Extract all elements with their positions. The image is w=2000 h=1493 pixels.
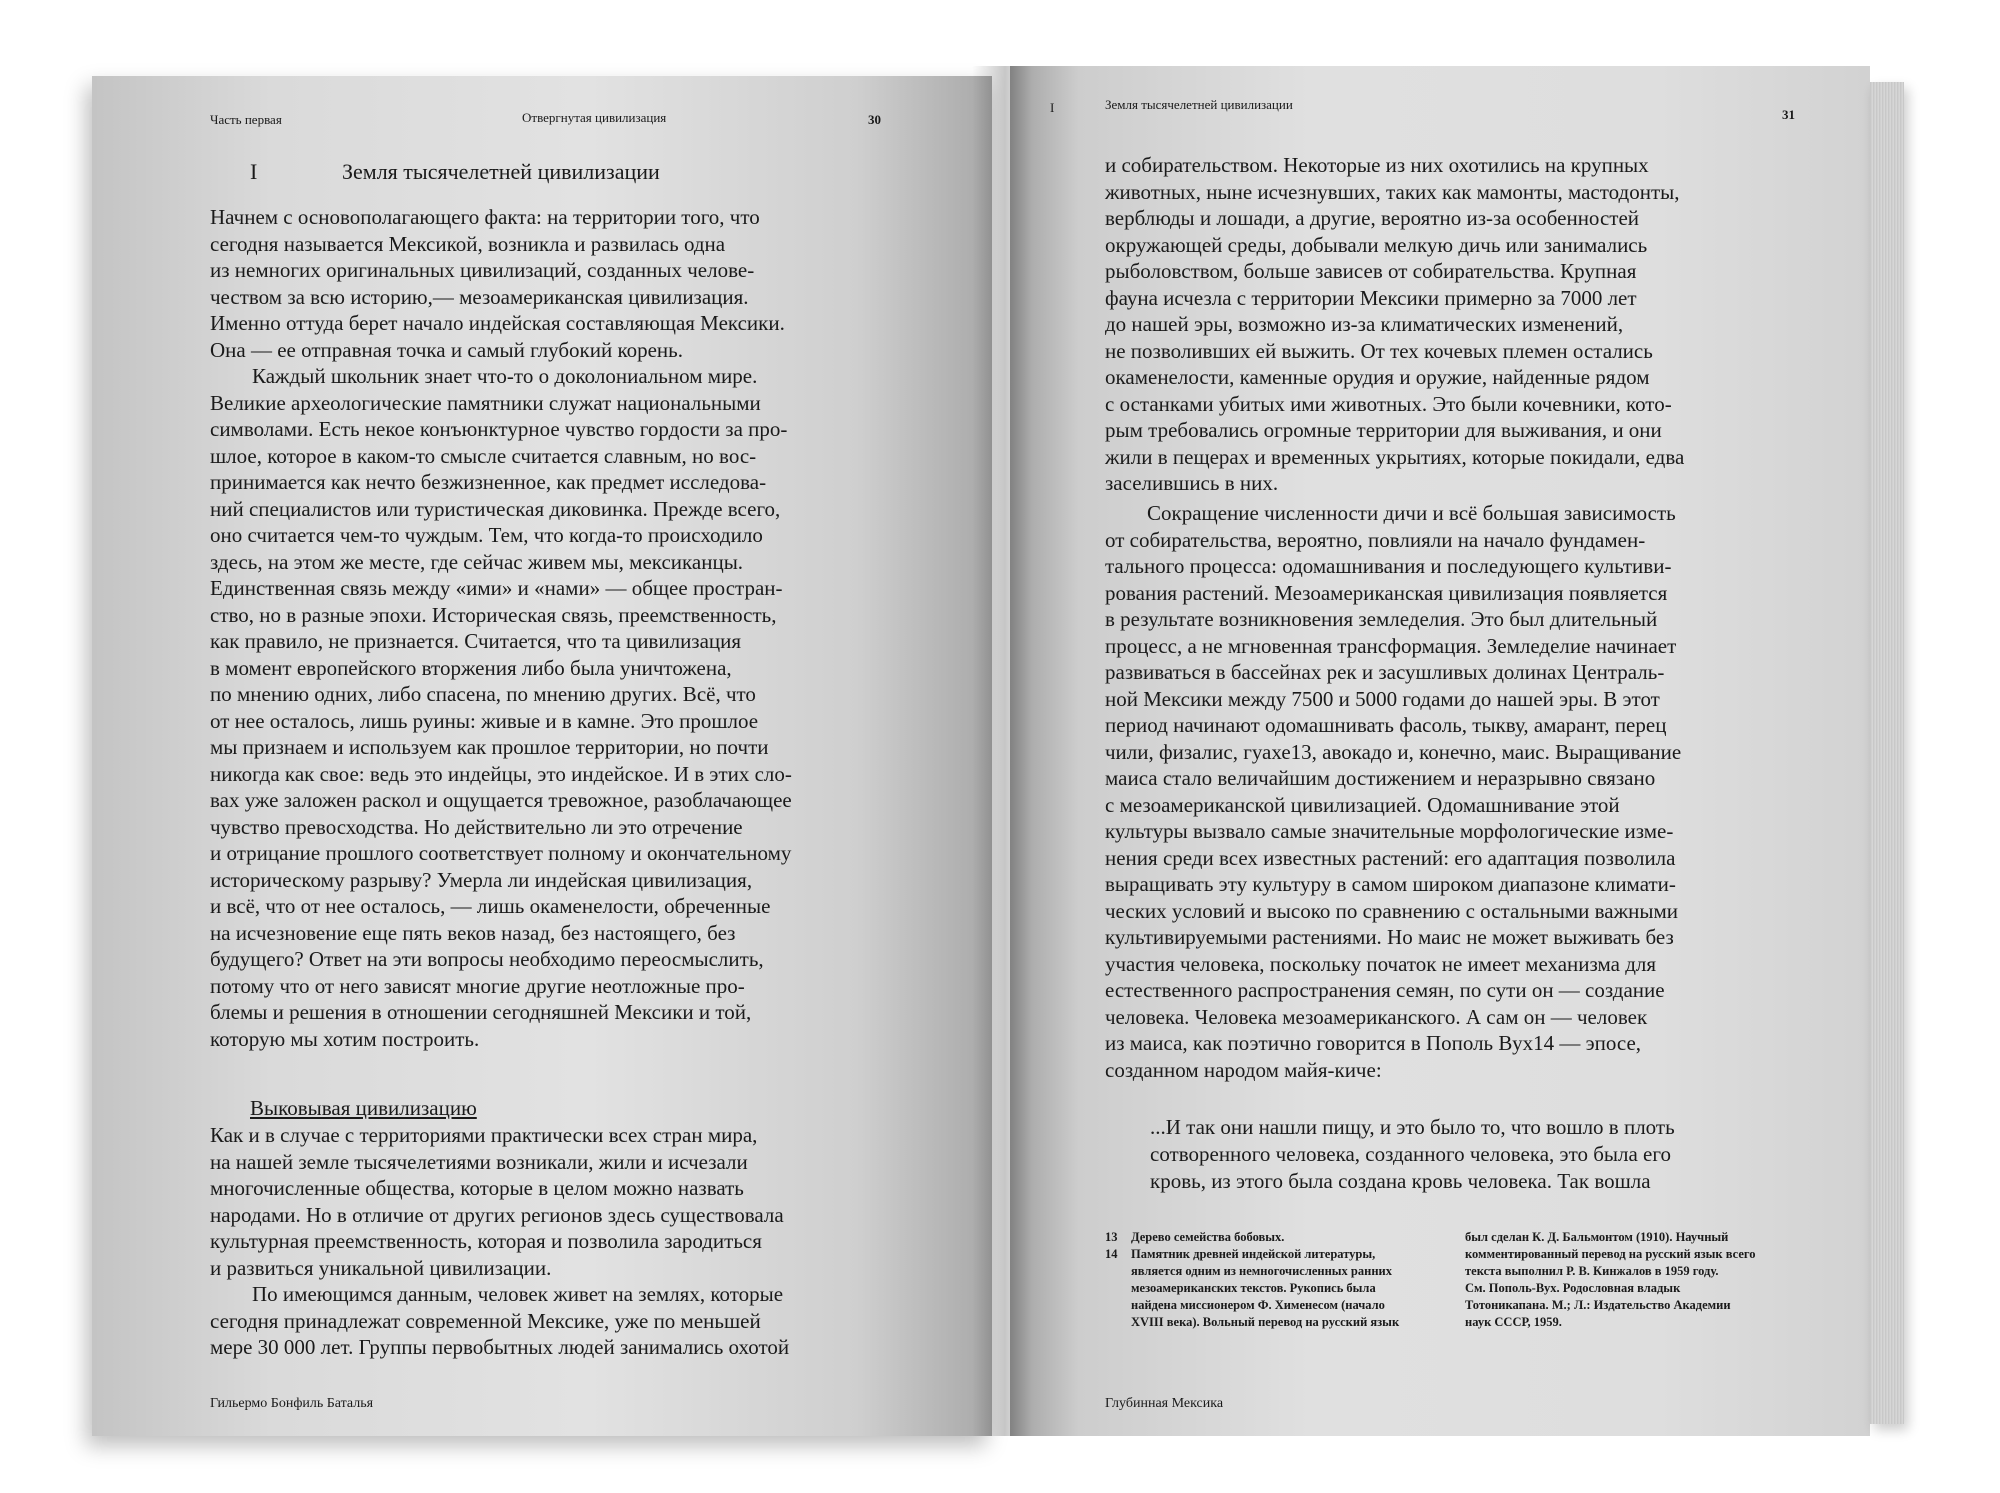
text-line: Сокращение численности дичи и всё большая зависимость: [1147, 501, 1676, 525]
text-line: сегодня принадлежат современной Мексике, уже по меньшей: [210, 1308, 761, 1333]
text-line: здесь, на этом же месте, где сейчас живем мы, мексиканцы.: [210, 549, 744, 574]
page-footer: Глубинная Мексика: [1105, 1396, 1224, 1411]
text-line: как правило, не признается. Считается, что та цивилизация: [210, 629, 742, 653]
footnotes-right-column: [1465, 1229, 1756, 1331]
running-head-title: Отвергнутая цивилизация: [522, 110, 667, 125]
text-line: животных, ныне исчезнувших, таких как мамонты, мастодонты,: [1105, 179, 1680, 204]
text-line: Каждый школьник знает что-то о доколониальном мире.: [252, 364, 758, 388]
text-line: окружающей среды, добывали мелкую дичь или занимались: [1105, 232, 1648, 257]
text-line: естественного распространения семян, по сути он — создание: [1105, 978, 1665, 1002]
text-line: развиваться в бассейнах рек и засушливых долинах Централь-: [1105, 660, 1665, 684]
text-line: культивируемыми растениями. Но маис не может выживать без: [1105, 925, 1674, 949]
text-line: многочисленные общества, которые в целом можно назвать: [210, 1176, 744, 1200]
text-line: ний специалистов или туристическая диковинка. Прежде всего,: [210, 496, 781, 521]
text-line: нения среди всех известных растений: его адаптация позволила: [1105, 845, 1676, 870]
text-line: ной Мексики между 7500 и 5000 годами до нашей эры. В этот: [1105, 686, 1660, 711]
text-line: шлое, которое в каком-то смысле считается славным, но вос-: [210, 443, 757, 468]
running-head-chapter-number: I: [1050, 100, 1055, 115]
text-line: рыболовством, больше зависев от собирательства. Крупная: [1105, 259, 1637, 283]
text-line: до нашей эры, возможно из-за климатических изменений,: [1105, 312, 1624, 336]
text-line: период начинают одомашнивать фасоль, тыкву, амарант, перец: [1105, 713, 1667, 737]
running-head-part: Часть первая: [210, 112, 282, 127]
text-line: в момент европейского вторжения либо была уничтожена,: [210, 655, 732, 680]
paragraph-2: [210, 363, 792, 1052]
text-line: не позволивших ей выжить. От тех кочевых племен остались: [1105, 338, 1653, 363]
text-line: от нее осталось, лишь руины: живые и в камне. Это прошлое: [210, 708, 759, 733]
footnote-line: См. Пополь-Вух. Родословная владык: [1465, 1281, 1681, 1295]
text-line: сегодня называется Мексикой, возникла и развилась одна: [210, 231, 726, 256]
page-edges: [1870, 82, 1904, 1424]
quote-line: ...И так они нашли пищу, и это было то, что вошло в плоть: [1150, 1115, 1675, 1139]
text-line: фауна исчезла с территории Мексики примерно за 7000 лет: [1105, 285, 1637, 310]
text-line: и собирательством. Некоторые из них охотились на крупных: [1105, 153, 1649, 177]
page-number: 31: [1782, 107, 1795, 122]
text-line: Именно оттуда берет начало индейская составляющая Мексики.: [210, 311, 785, 335]
text-line: участия человека, поскольку початок не имеет механизма для: [1105, 951, 1657, 976]
text-line: верблюды и лошади, а другие, вероятно из-за особенностей: [1105, 206, 1640, 230]
text-line: окаменелости, каменные орудия и оружие, найденные рядом: [1105, 365, 1650, 389]
footnote-number: [1105, 1263, 1131, 1280]
text-line: чувство превосходства. Но действительно ли это отречение: [210, 814, 743, 839]
footnote-line: текста выполнил Р. В. Кинжалов в 1959 году.: [1465, 1264, 1719, 1278]
text-line: жили в пещерах и временных укрытиях, которые покидали, едва: [1105, 444, 1685, 469]
text-line: с останками убитых ими животных. Это были кочевники, кото-: [1105, 391, 1672, 416]
text-line: историческому разрыву? Умерла ли индейская цивилизация,: [210, 867, 753, 892]
text-line: мы признаем и используем как прошлое территории, но почти: [210, 735, 769, 759]
text-line: человека. Человека мезоамериканского. А сам он — человек: [1105, 1004, 1648, 1029]
text-line: из маиса, как поэтично говорится в Пополь Вух14 — эпосе,: [1105, 1031, 1642, 1055]
text-line: По имеющимся данным, человек живет на землях, которые: [252, 1282, 784, 1306]
text-line: символами. Есть некое конъюнктурное чувство гордости за про-: [210, 417, 788, 441]
footnote-line: комментированный перевод на русский язык всего: [1465, 1247, 1756, 1261]
paragraph-3: [210, 1122, 784, 1281]
text-line: блемы и решения в отношении сегодняшней Мексики и той,: [210, 1000, 752, 1024]
text-line: принимается как нечто безжизненное, как предмет исследова-: [210, 470, 767, 494]
spine-gutter: [972, 66, 1032, 1436]
subheading: Выковывая цивилизацию: [250, 1096, 477, 1120]
text-line: чеством за всю историю,— мезоамериканская цивилизация.: [210, 284, 749, 309]
footnote-text: является одним из немногочисленных ранних: [1131, 1264, 1392, 1278]
footnote-number: 14: [1105, 1247, 1118, 1261]
chapter-number: I: [250, 159, 258, 184]
footnote-line: был сделан К. Д. Бальмонтом (1910). Научный: [1465, 1230, 1729, 1244]
text-line: мере 30 000 лет. Группы первобытных людей занимались охотой: [210, 1335, 790, 1359]
text-line: которую мы хотим построить.: [210, 1026, 480, 1051]
text-line: никогда как свое: ведь это индейцы, это индейское. И в этих сло-: [210, 761, 792, 786]
paragraph-1: [1105, 152, 1684, 497]
text-line: будущего? Ответ на эти вопросы необходимо переосмыслить,: [210, 947, 764, 971]
epic-quote: [1150, 1114, 1675, 1195]
text-line: ческих условий и высоко по сравнению с остальными важными: [1105, 898, 1678, 923]
text-line: Как и в случае с территориями практически всех стран мира,: [210, 1123, 758, 1147]
text-line: по мнению одних, либо спасена, по мнению других. Всё, что: [210, 682, 756, 706]
paragraph-4: [210, 1281, 789, 1361]
text-line: и всё, что от нее осталось, — лишь окаменелости, обреченные: [210, 894, 771, 918]
paragraph-2: [1105, 500, 1681, 1083]
page-number: 30: [868, 112, 881, 127]
footnote-line: Тотоникапана. М.; Л.: Издательство Академии: [1465, 1298, 1731, 1312]
footnote-text: найдена миссионером Ф. Хименесом (начало: [1131, 1298, 1385, 1312]
quote-line: кровь, из этого была создана кровь человека. Так вошла: [1150, 1169, 1651, 1193]
footnote-text: Памятник древней индейской литературы,: [1131, 1247, 1376, 1261]
text-line: Единственная связь между «ими» и «нами» — общее простран-: [210, 576, 783, 600]
footnotes-left-column: [1105, 1229, 1399, 1331]
text-line: оно считается чем-то чуждым. Тем, что когда-то происходило: [210, 523, 763, 547]
text-line: чили, физалис, гуахе13, авокадо и, конечно, маис. Выращивание: [1105, 739, 1682, 764]
footnote-text: мезоамериканских текстов. Рукопись была: [1131, 1281, 1376, 1295]
text-line: маиса стало величайшим достижением и неразрывно связано: [1105, 766, 1656, 790]
footnote-number: [1105, 1297, 1131, 1314]
text-line: в результате возникновения земледелия. Это был длительный: [1105, 607, 1658, 631]
text-line: Она — ее отправная точка и самый глубокий корень.: [210, 337, 683, 362]
footnote-text: Дерево семейства бобовых.: [1131, 1230, 1285, 1244]
footnote-line: наук СССР, 1959.: [1465, 1315, 1562, 1329]
text-line: рования растений. Мезоамериканская цивилизация появляется: [1105, 580, 1668, 605]
footnote-text: XVIII века). Вольный перевод на русский язык: [1131, 1315, 1400, 1329]
footnote-number: [1105, 1314, 1131, 1331]
text-line: культурная преемственность, которая и позволила зародиться: [210, 1229, 762, 1253]
text-line: созданном народом майя-киче:: [1105, 1057, 1382, 1082]
text-line: Великие археологические памятники служат национальными: [210, 390, 761, 415]
text-line: от собирательства, вероятно, повлияли на начало фундамен-: [1105, 527, 1646, 552]
text-line: ство, но в разные эпохи. Историческая связь, преемственность,: [210, 602, 777, 627]
paragraph-1: [210, 204, 785, 363]
text-line: из немногих оригинальных цивилизаций, созданных челове-: [210, 258, 755, 282]
text-line: культуры вызвало самые значительные морфологические изме-: [1105, 819, 1674, 843]
text-line: вах уже заложен раскол и ощущается тревожное, разоблачающее: [210, 788, 792, 812]
footnote-number: [1105, 1280, 1131, 1297]
text-line: выращивать эту культуру в самом широком диапазоне климати-: [1105, 872, 1676, 896]
quote-line: сотворенного человека, созданного человека, это была его: [1150, 1142, 1671, 1166]
book-spread: [92, 66, 1972, 1436]
text-line: потому что от него зависят многие другие неотложные про-: [210, 973, 745, 998]
text-line: процесс, а не мгновенная трансформация. Земледелие начинает: [1105, 633, 1677, 658]
footnote-number: 13: [1105, 1230, 1118, 1244]
text-line: и отрицание прошлого соответствует полному и окончательному: [210, 841, 792, 865]
chapter-title: Земля тысячелетней цивилизации: [342, 159, 660, 184]
text-line: на нашей земле тысячелетиями возникали, жили и исчезали: [210, 1149, 748, 1174]
text-line: тального процесса: одомашнивания и последующего культиви-: [1105, 554, 1672, 578]
text-line: на исчезновение еще пять веков назад, без настоящего, без: [210, 920, 736, 945]
text-line: Начнем с основополагающего факта: на территории того, что: [210, 205, 760, 229]
left-page: [92, 76, 992, 1436]
text-line: народами. Но в отличие от других регионов здесь существовала: [210, 1202, 784, 1227]
text-line: с мезоамериканской цивилизацией. Одомашнивание этой: [1105, 792, 1620, 817]
right-page: [1010, 66, 1870, 1436]
text-line: заселившись в них.: [1105, 471, 1279, 495]
text-line: рым требовались огромные территории для выживания, и они: [1105, 418, 1662, 442]
running-head-title: Земля тысячелетней цивилизации: [1105, 97, 1293, 112]
page-footer: Гильермо Бонфиль Баталья: [210, 1396, 374, 1411]
text-line: и развиться уникальной цивилизации.: [210, 1255, 552, 1280]
